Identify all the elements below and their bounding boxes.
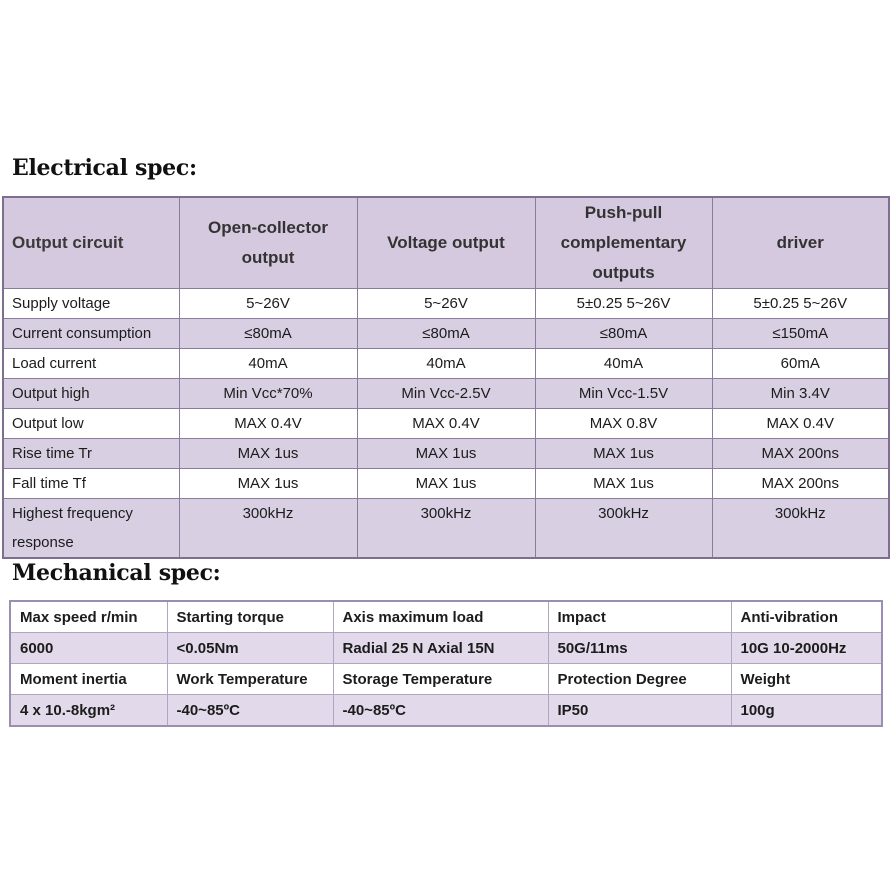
table-cell: 40mA: [179, 349, 357, 379]
table-cell: Work Temperature: [167, 664, 333, 695]
table-cell: MAX 1us: [535, 439, 712, 469]
row-label: Output high: [3, 379, 179, 409]
table-cell: Anti-vibration: [731, 601, 882, 633]
header-cell: Output circuit: [3, 197, 179, 289]
table-cell: 60mA: [712, 349, 889, 379]
table-cell: Min Vcc-2.5V: [357, 379, 535, 409]
header-cell: driver: [712, 197, 889, 289]
table-cell: ≤80mA: [535, 319, 712, 349]
row-label: Highest frequency response: [3, 499, 179, 559]
table-cell: IP50: [548, 695, 731, 727]
table-cell: 5±0.25 5~26V: [535, 289, 712, 319]
table-cell: 40mA: [357, 349, 535, 379]
table-cell: Radial 25 N Axial 15N: [333, 633, 548, 664]
table-cell: MAX 0.4V: [712, 409, 889, 439]
table-cell: 300kHz: [179, 499, 357, 559]
table-row: [10, 601, 882, 633]
table-cell: 5±0.25 5~26V: [712, 289, 889, 319]
row-label: Fall time Tf: [3, 469, 179, 499]
table-cell: MAX 1us: [179, 439, 357, 469]
table-cell: 300kHz: [712, 499, 889, 559]
table-cell: 50G/11ms: [548, 633, 731, 664]
table-cell: 100g: [731, 695, 882, 727]
table-cell: MAX 1us: [357, 469, 535, 499]
table-cell: 10G 10-2000Hz: [731, 633, 882, 664]
table-cell: ≤80mA: [357, 319, 535, 349]
table-cell: Axis maximum load: [333, 601, 548, 633]
table-row: [3, 409, 889, 439]
table-cell: -40~85ºC: [167, 695, 333, 727]
table-cell: MAX 1us: [179, 469, 357, 499]
table-cell: ≤80mA: [179, 319, 357, 349]
table-row: [10, 695, 882, 727]
row-label: Output low: [3, 409, 179, 439]
row-label: Rise time Tr: [3, 439, 179, 469]
table-cell: Moment inertia: [10, 664, 167, 695]
row-label: Supply voltage: [3, 289, 179, 319]
table-cell: 5~26V: [179, 289, 357, 319]
table-cell: Impact: [548, 601, 731, 633]
table-cell: MAX 200ns: [712, 439, 889, 469]
table-cell: -40~85ºC: [333, 695, 548, 727]
header-cell: Open-collector output: [179, 197, 357, 289]
table-cell: 5~26V: [357, 289, 535, 319]
table-row: [10, 664, 882, 695]
table-cell: 40mA: [535, 349, 712, 379]
table-cell: 6000: [10, 633, 167, 664]
table-row: [3, 349, 889, 379]
table-cell: MAX 1us: [535, 469, 712, 499]
table-cell: MAX 0.4V: [357, 409, 535, 439]
table-cell: Max speed r/min: [10, 601, 167, 633]
table-cell: MAX 200ns: [712, 469, 889, 499]
table-row: [3, 289, 889, 319]
table-cell: Min Vcc*70%: [179, 379, 357, 409]
header-cell: Voltage output: [357, 197, 535, 289]
table-cell: Protection Degree: [548, 664, 731, 695]
mechanical-spec-heading: Mechanical spec:: [12, 560, 221, 586]
table-cell: Storage Temperature: [333, 664, 548, 695]
table-row: [3, 469, 889, 499]
table-cell: Min Vcc-1.5V: [535, 379, 712, 409]
table-cell: <0.05Nm: [167, 633, 333, 664]
table-cell: Weight: [731, 664, 882, 695]
table-row: [3, 319, 889, 349]
table-cell: 300kHz: [535, 499, 712, 559]
table-cell: ≤150mA: [712, 319, 889, 349]
table-cell: Starting torque: [167, 601, 333, 633]
row-label: Current consumption: [3, 319, 179, 349]
table-cell: 4 x 10.-8kgm²: [10, 695, 167, 727]
table-cell: MAX 1us: [357, 439, 535, 469]
table-cell: 300kHz: [357, 499, 535, 559]
electrical-spec-table: [2, 196, 890, 559]
table-cell: MAX 0.8V: [535, 409, 712, 439]
table-cell: Min 3.4V: [712, 379, 889, 409]
table-row: [3, 499, 889, 559]
electrical-spec-heading: Electrical spec:: [12, 155, 197, 181]
table-row: [3, 439, 889, 469]
table-row: [3, 379, 889, 409]
table-row: [10, 633, 882, 664]
row-label: Load current: [3, 349, 179, 379]
header-cell: Push-pull complementary outputs: [535, 197, 712, 289]
table-header-row: [3, 197, 889, 289]
table-cell: MAX 0.4V: [179, 409, 357, 439]
mechanical-spec-table: [9, 600, 883, 727]
